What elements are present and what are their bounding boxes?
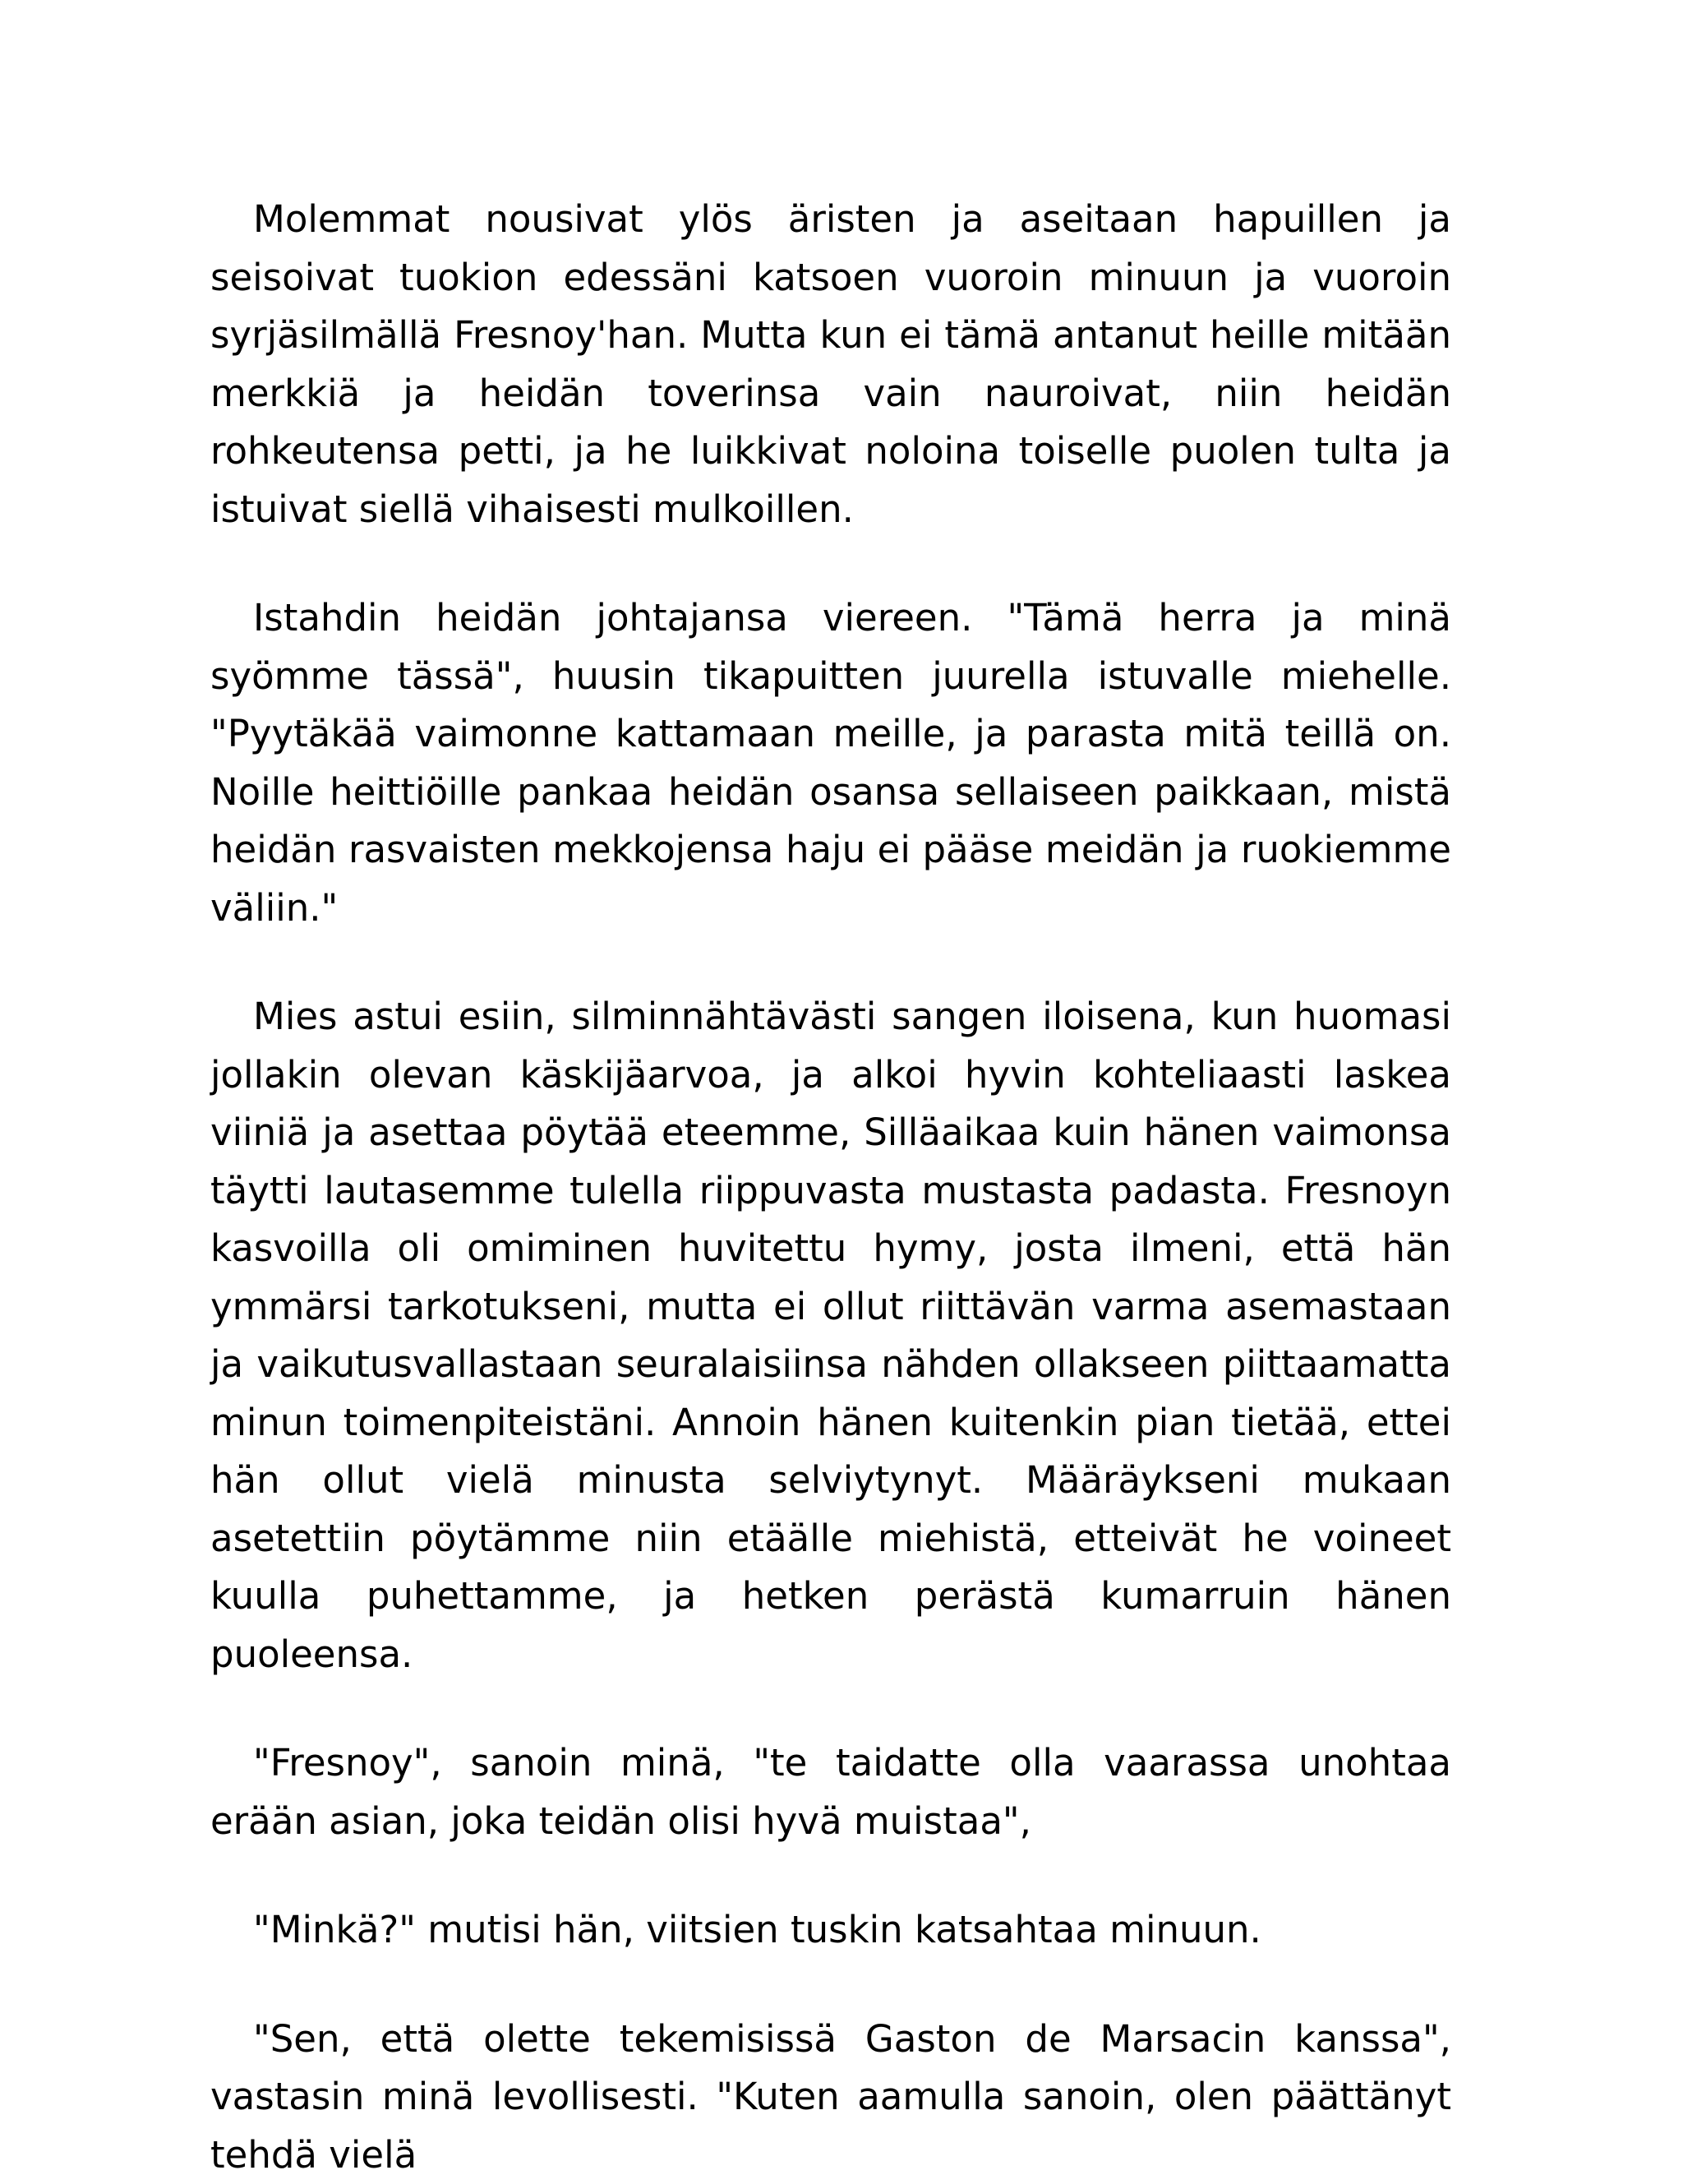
document-page <box>210 191 1451 2184</box>
paragraph-6: "Sen, että olette tekemisissä Gaston de Marsacin kanssa", vastasin minä levollisesti. "Kuten aamulla sanoin, olen päättänyt tehdä vielä <box>210 2011 1451 2184</box>
paragraph-1: Molemmat nousivat ylös äristen ja aseitaan hapuillen ja seisoivat tuokion edessäni katsoen vuoroin minuun ja vuoroin syrjäsilmällä Fresnoy'han. Mutta kun ei tämä antanut heille mitään merkkiä ja heidän toverinsa vain nauroivat, niin heidän rohkeutensa petti, ja he luikkivat noloina toiselle puolen tulta ja istuivat siellä vihaisesti mulkoillen. <box>210 191 1451 538</box>
paragraph-2: Istahdin heidän johtajansa viereen. "Tämä herra ja minä syömme tässä", huusin tikapuitten juurella istuvalle miehelle. "Pyytäkää vaimonne kattamaan meille, ja parasta mitä teillä on. Noille heittiöille pankaa heidän osansa sellaiseen paikkaan, mistä heidän rasvaisten mekkojensa haju ei pääse meidän ja ruokiemme väliin." <box>210 589 1451 937</box>
paragraph-3: Mies astui esiin, silminnähtävästi sangen iloisena, kun huomasi jollakin olevan käskijäarvoa, ja alkoi hyvin kohteliaasti laskea viiniä ja asettaa pöytää eteemme, Silläaikaa kuin hänen vaimonsa täytti lautasemme tulella riippuvasta mustasta padasta. Fresnoyn kasvoilla oli omiminen huvitettu hymy, josta ilmeni, että hän ymmärsi tarkotukseni, mutta ei ollut riittävän varma asemastaan ja vaikutusvallastaan seuralaisiinsa nähden ollakseen piittaamatta minun toimenpiteistäni. Annoin hänen kuitenkin pian tietää, ettei hän ollut vielä minusta selviytynyt. Määräykseni mukaan asetettiin pöytämme niin etäälle miehistä, etteivät he voineet kuulla puhettamme, ja hetken perästä kumarruin hänen puoleensa. <box>210 988 1451 1683</box>
paragraph-4: "Fresnoy", sanoin minä, "te taidatte olla vaarassa unohtaa erään asian, joka teidän olisi hyvä muistaa", <box>210 1734 1451 1850</box>
paragraph-5: "Minkä?" mutisi hän, viitsien tuskin katsahtaa minuun. <box>210 1901 1451 1960</box>
